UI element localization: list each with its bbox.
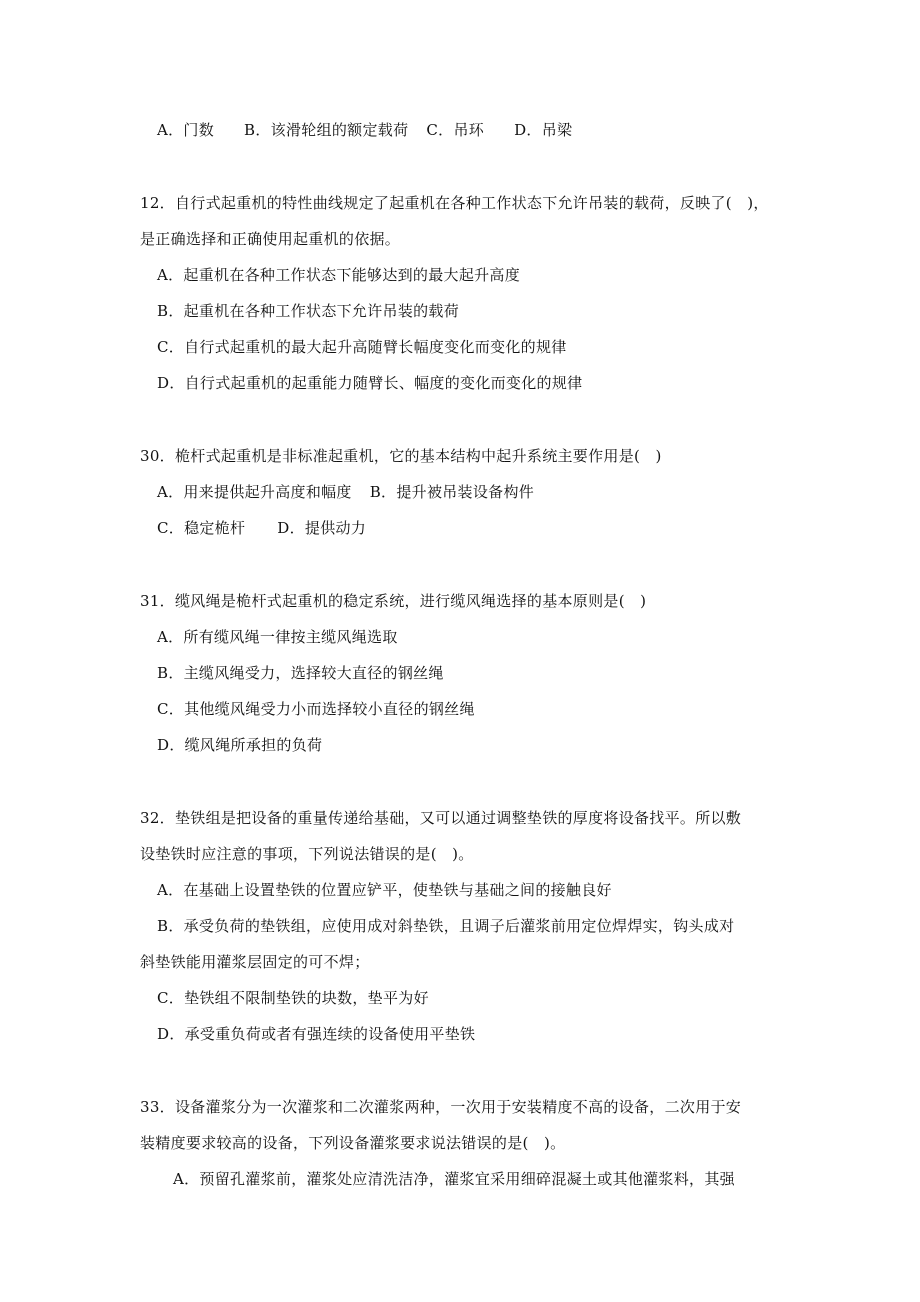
q33-stem-line2: 装精度要求较高的设备，下列设备灌浆要求说法错误的是( )。 — [140, 1134, 566, 1152]
option-a: A．门数 — [157, 121, 215, 139]
option-d: D．吊梁 — [514, 121, 573, 139]
q31-option-a: A．所有缆风绳一律按主缆风绳选取 — [157, 628, 398, 646]
q12-option-a: A．起重机在各种工作状态下能够达到的最大起升高度 — [157, 266, 521, 284]
q31-option-b: B．主缆风绳受力，选择较大直径的钢丝绳 — [157, 664, 444, 682]
q30-options-row1 — [157, 482, 534, 502]
q30-options-row2 — [157, 518, 366, 538]
q12-option-b: B．起重机在各种工作状态下允许吊装的载荷 — [157, 302, 460, 320]
q30-option-d: D．提供动力 — [277, 519, 367, 537]
q31-stem: 31．缆风绳是桅杆式起重机的稳定系统，进行缆风绳选择的基本原则是( ) — [140, 592, 647, 610]
q12-stem-line2: 是正确选择和正确使用起重机的依据。 — [140, 230, 401, 248]
q31-option-d: D．缆风绳所承担的负荷 — [157, 736, 323, 754]
q32-option-d: D．承受重负荷或者有强连续的设备使用平垫铁 — [157, 1025, 476, 1043]
q30-option-b: B．提升被吊装设备构件 — [369, 483, 535, 501]
q32-option-c: C．垫铁组不限制垫铁的块数，垫平为好 — [157, 989, 429, 1007]
top-options-row — [157, 120, 572, 140]
q32-option-b-line1: B．承受负荷的垫铁组，应使用成对斜垫铁，且调子后灌浆前用定位焊焊实，钩头成对 — [157, 917, 735, 935]
q30-stem: 30．桅杆式起重机是非标准起重机，它的基本结构中起升系统主要作用是( ) — [140, 447, 662, 465]
option-c: C．吊环 — [426, 121, 485, 139]
q31-option-c: C．其他缆风绳受力小而选择较小直径的钢丝绳 — [157, 700, 475, 718]
q33-stem-line1: 33．设备灌浆分为一次灌浆和二次灌浆两种，一次用于安装精度不高的设备，二次用于安 — [140, 1098, 742, 1116]
q32-stem-line2: 设垫铁时应注意的事项，下列说法错误的是( )。 — [140, 845, 474, 863]
q12-option-d: D．自行式起重机的起重能力随臂长、幅度的变化而变化的规律 — [157, 374, 583, 392]
q30-option-c: C．稳定桅杆 — [157, 519, 246, 537]
q32-option-b-line2: 斜垫铁能用灌浆层固定的可不焊； — [140, 953, 370, 971]
q33-option-a-line1: A．预留孔灌浆前，灌浆处应清洗洁净，灌浆宜采用细碎混凝土或其他灌浆料，其强 — [173, 1170, 735, 1188]
q32-option-a: A．在基础上设置垫铁的位置应铲平，使垫铁与基础之间的接触良好 — [157, 881, 612, 899]
q30-option-a: A．用来提供起升高度和幅度 — [157, 483, 352, 501]
option-b: B．该滑轮组的额定载荷 — [244, 121, 409, 139]
q32-stem-line1: 32．垫铁组是把设备的重量传递给基础，又可以通过调整垫铁的厚度将设备找平。所以敷 — [140, 809, 742, 827]
q12-option-c: C．自行式起重机的最大起升高随臂长幅度变化而变化的规律 — [157, 338, 567, 356]
q12-stem-line1: 12．自行式起重机的特性曲线规定了起重机在各种工作状态下允许吊装的载荷，反映了( )， — [140, 194, 769, 212]
